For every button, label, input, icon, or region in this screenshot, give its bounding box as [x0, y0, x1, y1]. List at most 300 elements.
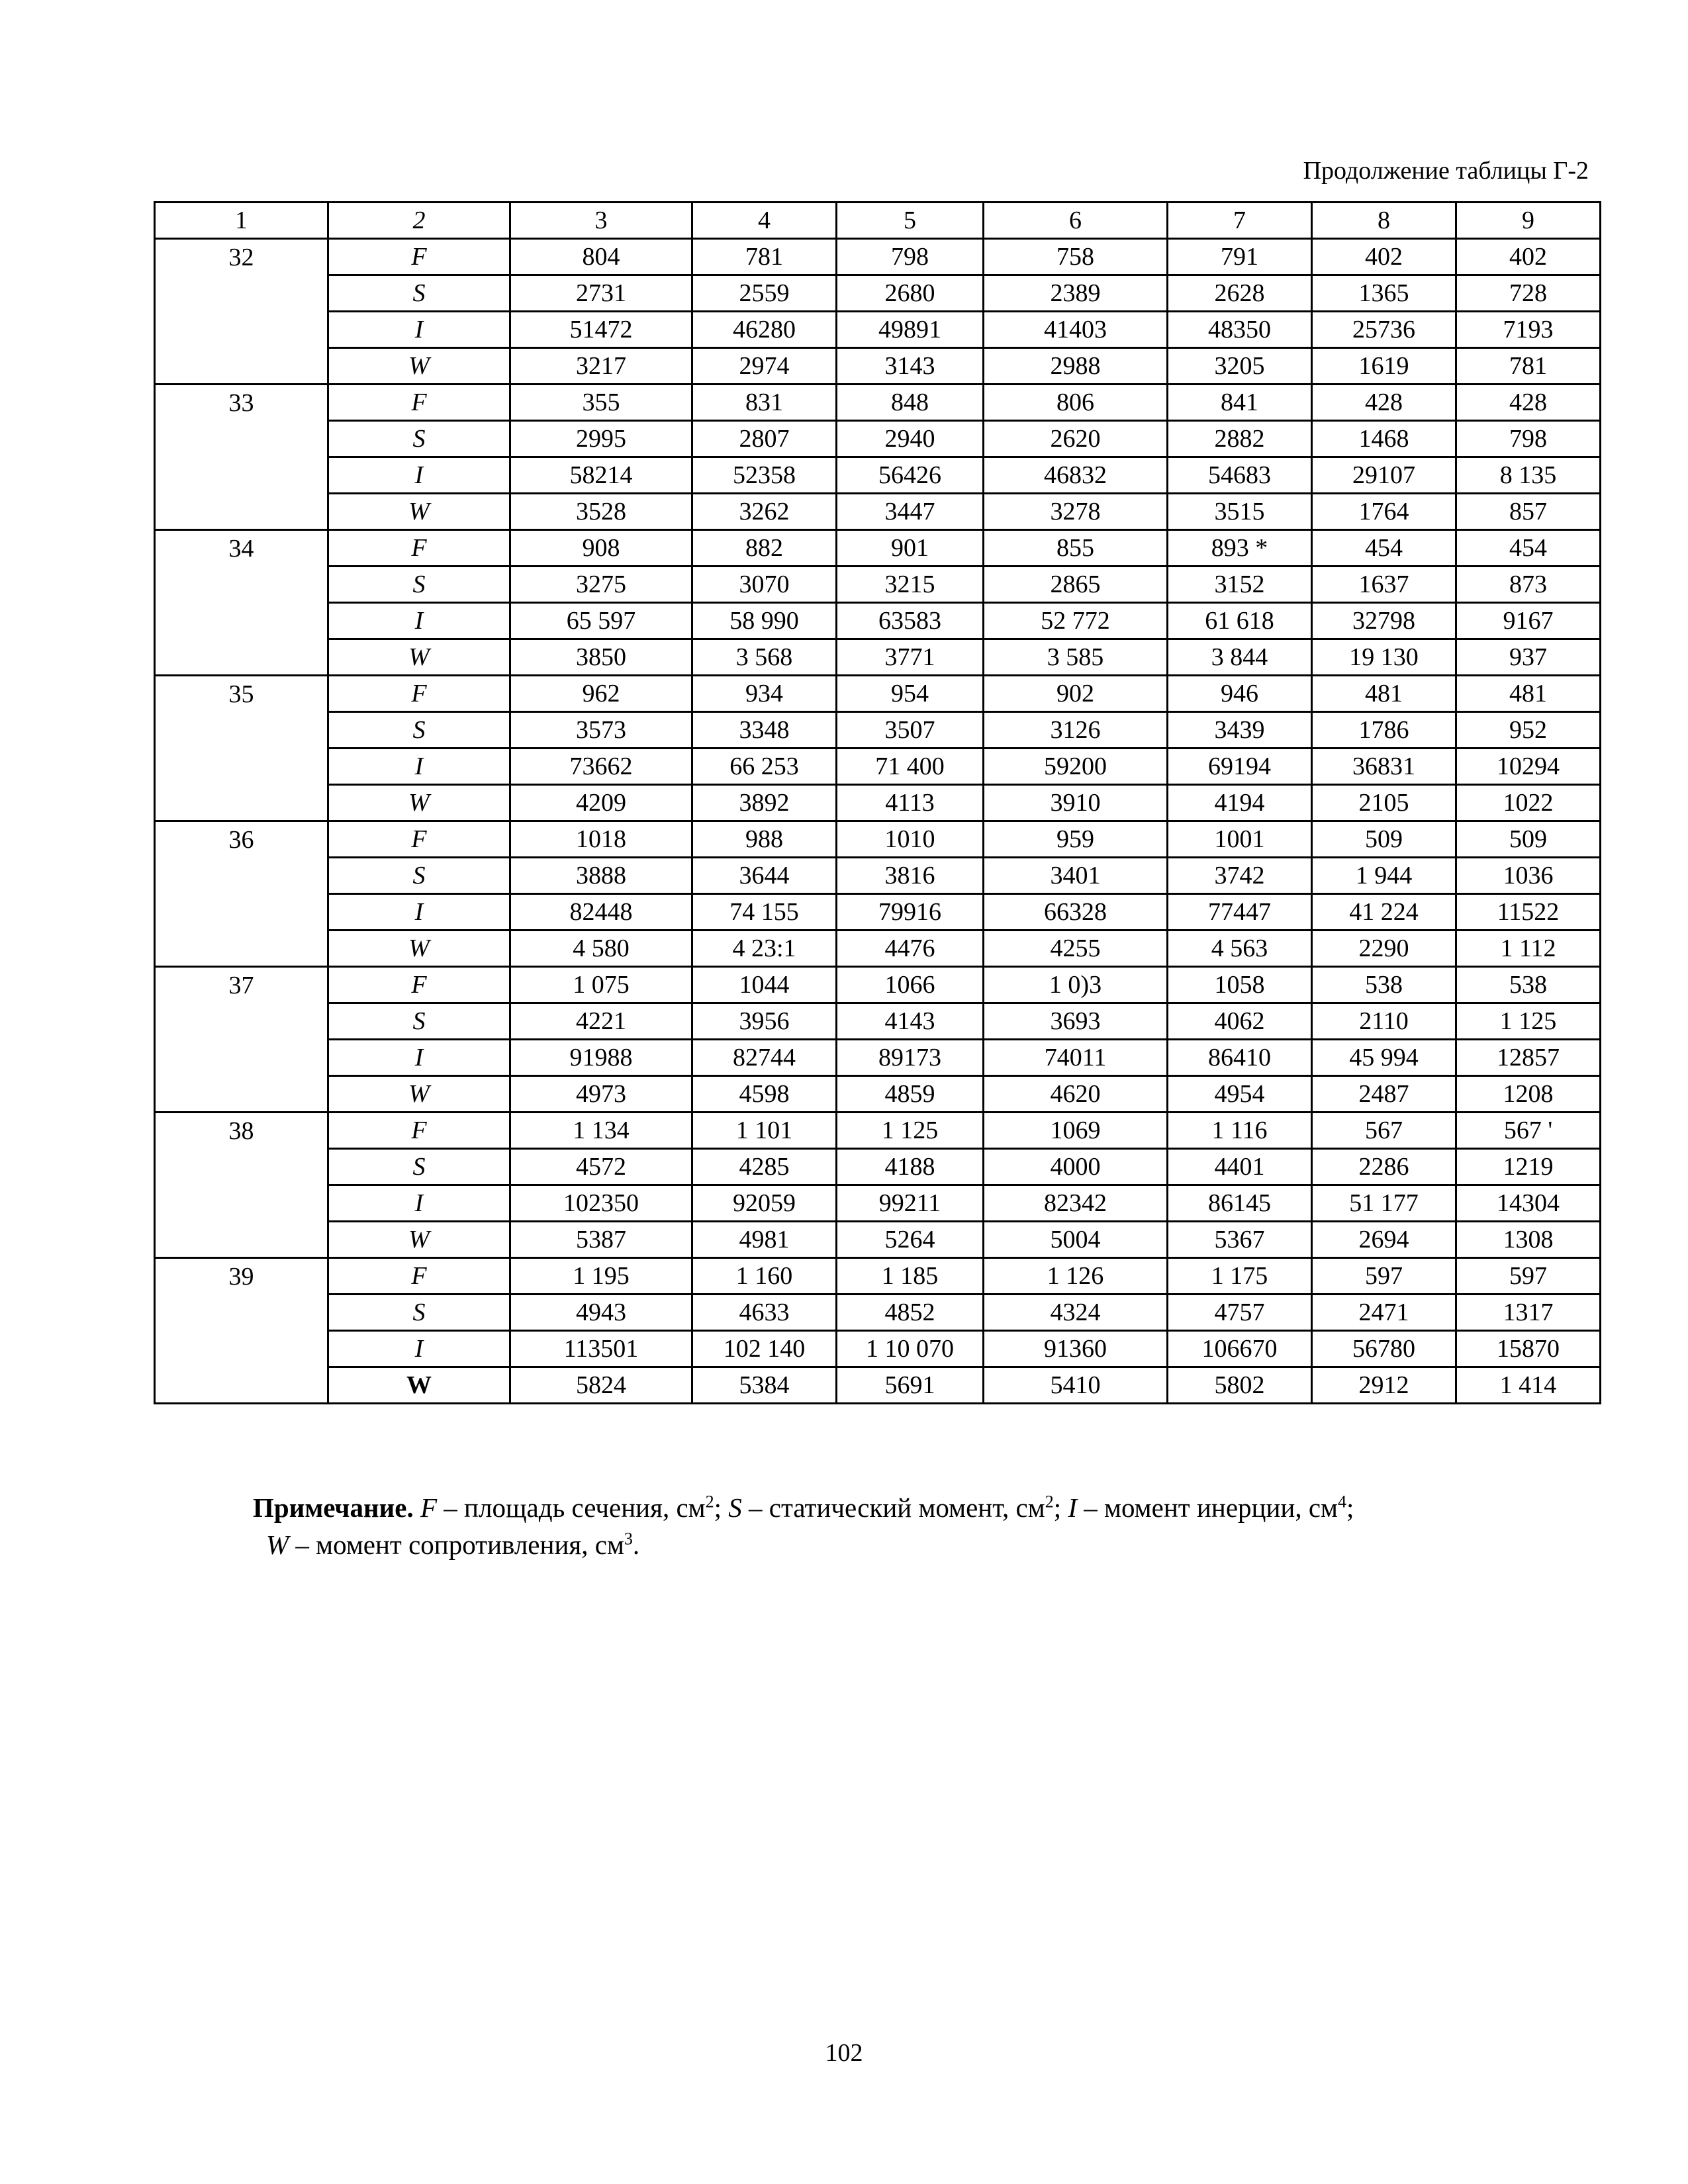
- value-cell: 454: [1456, 530, 1601, 567]
- value-cell: 3070: [692, 567, 837, 603]
- value-cell: 12857: [1456, 1040, 1601, 1076]
- header-cell: 5: [837, 203, 984, 239]
- value-cell: 113501: [510, 1331, 692, 1367]
- value-cell: 41403: [984, 312, 1168, 348]
- value-cell: 1036: [1456, 858, 1601, 894]
- value-cell: 5387: [510, 1222, 692, 1258]
- table-row: [155, 1076, 1601, 1113]
- note-label: Примечание.: [253, 1492, 414, 1523]
- value-cell: 2912: [1312, 1367, 1456, 1404]
- value-cell: 3205: [1168, 348, 1312, 385]
- value-cell: 3888: [510, 858, 692, 894]
- value-cell: 4209: [510, 785, 692, 821]
- value-cell: 3348: [692, 712, 837, 749]
- note-symbol-w: W: [266, 1529, 289, 1560]
- value-cell: 5410: [984, 1367, 1168, 1404]
- value-cell: 3 844: [1168, 639, 1312, 676]
- value-cell: 66 253: [692, 749, 837, 785]
- value-cell: 402: [1312, 239, 1456, 275]
- symbol-cell: I: [328, 894, 510, 931]
- value-cell: 73662: [510, 749, 692, 785]
- value-cell: 1058: [1168, 967, 1312, 1003]
- value-cell: 355: [510, 385, 692, 421]
- value-cell: 3126: [984, 712, 1168, 749]
- value-cell: 952: [1456, 712, 1601, 749]
- symbol-cell: S: [328, 1149, 510, 1185]
- value-cell: 1 125: [837, 1113, 984, 1149]
- value-cell: 3956: [692, 1003, 837, 1040]
- value-cell: 893 *: [1168, 530, 1312, 567]
- header-cell: 4: [692, 203, 837, 239]
- value-cell: 2694: [1312, 1222, 1456, 1258]
- value-cell: 937: [1456, 639, 1601, 676]
- profile-number-cell: 32: [155, 239, 328, 385]
- value-cell: 806: [984, 385, 1168, 421]
- symbol-cell: S: [328, 567, 510, 603]
- value-cell: 4401: [1168, 1149, 1312, 1185]
- table-row: [155, 530, 1601, 567]
- value-cell: 428: [1456, 385, 1601, 421]
- value-cell: 52358: [692, 457, 837, 494]
- header-cell: 3: [510, 203, 692, 239]
- value-cell: 954: [837, 676, 984, 712]
- value-cell: 4255: [984, 931, 1168, 967]
- profile-number-cell: 38: [155, 1113, 328, 1258]
- value-cell: 54683: [1168, 457, 1312, 494]
- value-cell: 1 414: [1456, 1367, 1601, 1404]
- table-row: [155, 1149, 1601, 1185]
- value-cell: 106670: [1168, 1331, 1312, 1367]
- note-sup: 3: [624, 1529, 633, 1549]
- table-row: [155, 1258, 1601, 1295]
- value-cell: 4 563: [1168, 931, 1312, 967]
- value-cell: 831: [692, 385, 837, 421]
- value-cell: 758: [984, 239, 1168, 275]
- value-cell: 882: [692, 530, 837, 567]
- value-cell: 2471: [1312, 1295, 1456, 1331]
- value-cell: 4852: [837, 1295, 984, 1331]
- value-cell: 2110: [1312, 1003, 1456, 1040]
- value-cell: 3693: [984, 1003, 1168, 1040]
- table-row: [155, 494, 1601, 530]
- value-cell: 934: [692, 676, 837, 712]
- value-cell: 841: [1168, 385, 1312, 421]
- value-cell: 41 224: [1312, 894, 1456, 931]
- value-cell: 791: [1168, 239, 1312, 275]
- symbol-cell: W: [328, 785, 510, 821]
- value-cell: 14304: [1456, 1185, 1601, 1222]
- value-cell: 102350: [510, 1185, 692, 1222]
- value-cell: 4859: [837, 1076, 984, 1113]
- value-cell: 4221: [510, 1003, 692, 1040]
- data-table: [154, 201, 1601, 1404]
- table-row: [155, 712, 1601, 749]
- value-cell: 58214: [510, 457, 692, 494]
- note-sup: 4: [1337, 1492, 1346, 1512]
- symbol-cell: I: [328, 1331, 510, 1367]
- symbol-cell: F: [328, 530, 510, 567]
- value-cell: 4620: [984, 1076, 1168, 1113]
- value-cell: 5384: [692, 1367, 837, 1404]
- value-cell: 728: [1456, 275, 1601, 312]
- value-cell: 86145: [1168, 1185, 1312, 1222]
- page-number: 102: [825, 2039, 863, 2067]
- value-cell: 1 0)3: [984, 967, 1168, 1003]
- table-row: [155, 312, 1601, 348]
- value-cell: 2974: [692, 348, 837, 385]
- header-cell: 1: [155, 203, 328, 239]
- value-cell: 1 10 070: [837, 1331, 984, 1367]
- value-cell: 855: [984, 530, 1168, 567]
- table-row: [155, 567, 1601, 603]
- value-cell: 74011: [984, 1040, 1168, 1076]
- value-cell: 1208: [1456, 1076, 1601, 1113]
- value-cell: 91360: [984, 1331, 1168, 1367]
- value-cell: 1 160: [692, 1258, 837, 1295]
- symbol-cell: W: [328, 1367, 510, 1404]
- value-cell: 4062: [1168, 1003, 1312, 1040]
- table-row: [155, 1331, 1601, 1367]
- value-cell: 4973: [510, 1076, 692, 1113]
- value-cell: 1365: [1312, 275, 1456, 312]
- value-cell: 959: [984, 821, 1168, 858]
- value-cell: 1069: [984, 1113, 1168, 1149]
- value-cell: 3217: [510, 348, 692, 385]
- header-cell: 2: [328, 203, 510, 239]
- value-cell: 1637: [1312, 567, 1456, 603]
- table-row: [155, 821, 1601, 858]
- symbol-cell: I: [328, 749, 510, 785]
- value-cell: 1619: [1312, 348, 1456, 385]
- value-cell: 52 772: [984, 603, 1168, 639]
- value-cell: 1066: [837, 967, 984, 1003]
- table-row: [155, 421, 1601, 457]
- note-paragraph: Примечание. F – площадь сечения, $см^2$; S – статический момент, $см^2$; I – момент инерции, $см^4$;: [253, 1492, 1354, 1523]
- value-cell: 3 568: [692, 639, 837, 676]
- value-cell: 1 134: [510, 1113, 692, 1149]
- value-cell: 4113: [837, 785, 984, 821]
- value-cell: 2680: [837, 275, 984, 312]
- value-cell: 1010: [837, 821, 984, 858]
- symbol-cell: I: [328, 603, 510, 639]
- symbol-cell: I: [328, 1185, 510, 1222]
- value-cell: 402: [1456, 239, 1601, 275]
- table-row: [155, 348, 1601, 385]
- symbol-cell: F: [328, 239, 510, 275]
- value-cell: 1764: [1312, 494, 1456, 530]
- value-cell: 2105: [1312, 785, 1456, 821]
- symbol-cell: W: [328, 1222, 510, 1258]
- value-cell: 1022: [1456, 785, 1601, 821]
- value-cell: 3573: [510, 712, 692, 749]
- value-cell: 3447: [837, 494, 984, 530]
- value-cell: 61 618: [1168, 603, 1312, 639]
- symbol-cell: I: [328, 1040, 510, 1076]
- value-cell: 1308: [1456, 1222, 1601, 1258]
- value-cell: 56780: [1312, 1331, 1456, 1367]
- value-cell: 2731: [510, 275, 692, 312]
- value-cell: 36831: [1312, 749, 1456, 785]
- symbol-cell: F: [328, 385, 510, 421]
- value-cell: 454: [1312, 530, 1456, 567]
- note-text: – площадь сечения, см: [437, 1492, 706, 1523]
- table-row: [155, 1222, 1601, 1258]
- value-cell: 2290: [1312, 931, 1456, 967]
- value-cell: 1786: [1312, 712, 1456, 749]
- value-cell: 2940: [837, 421, 984, 457]
- value-cell: 45 994: [1312, 1040, 1456, 1076]
- value-cell: 3528: [510, 494, 692, 530]
- value-cell: 74 155: [692, 894, 837, 931]
- value-cell: 946: [1168, 676, 1312, 712]
- value-cell: 3816: [837, 858, 984, 894]
- profile-number-cell: 35: [155, 676, 328, 821]
- table-row: [155, 1003, 1601, 1040]
- value-cell: 1 075: [510, 967, 692, 1003]
- value-cell: 1 185: [837, 1258, 984, 1295]
- value-cell: 46832: [984, 457, 1168, 494]
- table-row: [155, 1185, 1601, 1222]
- value-cell: 509: [1456, 821, 1601, 858]
- value-cell: 10294: [1456, 749, 1601, 785]
- value-cell: 428: [1312, 385, 1456, 421]
- value-cell: 29107: [1312, 457, 1456, 494]
- table-row: [155, 1367, 1601, 1404]
- value-cell: 3439: [1168, 712, 1312, 749]
- value-cell: 4572: [510, 1149, 692, 1185]
- symbol-cell: W: [328, 348, 510, 385]
- value-cell: 51 177: [1312, 1185, 1456, 1222]
- value-cell: 781: [692, 239, 837, 275]
- value-cell: 481: [1312, 676, 1456, 712]
- value-cell: 3892: [692, 785, 837, 821]
- value-cell: 3771: [837, 639, 984, 676]
- value-cell: 5824: [510, 1367, 692, 1404]
- note-sep: ;: [1053, 1492, 1068, 1523]
- value-cell: 1 101: [692, 1113, 837, 1149]
- note-text: – момент сопротивления, см: [289, 1529, 624, 1560]
- table-note: [154, 1489, 1530, 1563]
- value-cell: 857: [1456, 494, 1601, 530]
- value-cell: 4476: [837, 931, 984, 967]
- value-cell: 25736: [1312, 312, 1456, 348]
- value-cell: 4598: [692, 1076, 837, 1113]
- value-cell: 902: [984, 676, 1168, 712]
- value-cell: 2807: [692, 421, 837, 457]
- table-row: [155, 894, 1601, 931]
- value-cell: 1 175: [1168, 1258, 1312, 1295]
- value-cell: 82342: [984, 1185, 1168, 1222]
- table-row: [155, 603, 1601, 639]
- value-cell: 49891: [837, 312, 984, 348]
- value-cell: 4000: [984, 1149, 1168, 1185]
- value-cell: 4 23:1: [692, 931, 837, 967]
- value-cell: 3742: [1168, 858, 1312, 894]
- value-cell: 8 135: [1456, 457, 1601, 494]
- symbol-cell: I: [328, 312, 510, 348]
- table-row: [155, 1040, 1601, 1076]
- value-cell: 48350: [1168, 312, 1312, 348]
- value-cell: 1 125: [1456, 1003, 1601, 1040]
- symbol-cell: F: [328, 1258, 510, 1295]
- value-cell: 1 116: [1168, 1113, 1312, 1149]
- value-cell: 1 195: [510, 1258, 692, 1295]
- symbol-cell: W: [328, 639, 510, 676]
- header-cell: 7: [1168, 203, 1312, 239]
- value-cell: 4143: [837, 1003, 984, 1040]
- value-cell: 56426: [837, 457, 984, 494]
- value-cell: 51472: [510, 312, 692, 348]
- table-row: [155, 239, 1601, 275]
- value-cell: 1468: [1312, 421, 1456, 457]
- value-cell: 3515: [1168, 494, 1312, 530]
- value-cell: 2865: [984, 567, 1168, 603]
- value-cell: 1317: [1456, 1295, 1601, 1331]
- value-cell: 4981: [692, 1222, 837, 1258]
- symbol-cell: W: [328, 1076, 510, 1113]
- value-cell: 65 597: [510, 603, 692, 639]
- note-symbol-f: F: [420, 1492, 438, 1523]
- value-cell: 798: [1456, 421, 1601, 457]
- value-cell: 19 130: [1312, 639, 1456, 676]
- value-cell: 848: [837, 385, 984, 421]
- symbol-cell: S: [328, 275, 510, 312]
- value-cell: 3 585: [984, 639, 1168, 676]
- symbol-cell: W: [328, 931, 510, 967]
- symbol-cell: S: [328, 858, 510, 894]
- value-cell: 3143: [837, 348, 984, 385]
- symbol-cell: S: [328, 1003, 510, 1040]
- note-text: – момент инерции, см: [1077, 1492, 1338, 1523]
- symbol-cell: F: [328, 821, 510, 858]
- table-row: [155, 639, 1601, 676]
- header-cell: 9: [1456, 203, 1601, 239]
- value-cell: 4943: [510, 1295, 692, 1331]
- value-cell: 3152: [1168, 567, 1312, 603]
- header-cell: 6: [984, 203, 1168, 239]
- symbol-cell: S: [328, 1295, 510, 1331]
- note-symbol-i: I: [1068, 1492, 1078, 1523]
- value-cell: 2620: [984, 421, 1168, 457]
- value-cell: 4757: [1168, 1295, 1312, 1331]
- value-cell: 82448: [510, 894, 692, 931]
- value-cell: 567: [1312, 1113, 1456, 1149]
- value-cell: 86410: [1168, 1040, 1312, 1076]
- value-cell: 3644: [692, 858, 837, 894]
- value-cell: 2389: [984, 275, 1168, 312]
- value-cell: 3507: [837, 712, 984, 749]
- table-row: [155, 676, 1601, 712]
- value-cell: 71 400: [837, 749, 984, 785]
- symbol-cell: I: [328, 457, 510, 494]
- value-cell: 5802: [1168, 1367, 1312, 1404]
- table-row: [155, 1295, 1601, 1331]
- value-cell: 4188: [837, 1149, 984, 1185]
- value-cell: 4 580: [510, 931, 692, 967]
- value-cell: 5367: [1168, 1222, 1312, 1258]
- value-cell: 7193: [1456, 312, 1601, 348]
- value-cell: 69194: [1168, 749, 1312, 785]
- value-cell: 962: [510, 676, 692, 712]
- value-cell: 988: [692, 821, 837, 858]
- table-row: [155, 749, 1601, 785]
- value-cell: 92059: [692, 1185, 837, 1222]
- value-cell: 2628: [1168, 275, 1312, 312]
- header-row: [155, 203, 1601, 239]
- value-cell: 2559: [692, 275, 837, 312]
- value-cell: 3910: [984, 785, 1168, 821]
- value-cell: 2995: [510, 421, 692, 457]
- value-cell: 901: [837, 530, 984, 567]
- value-cell: 4324: [984, 1295, 1168, 1331]
- value-cell: 32798: [1312, 603, 1456, 639]
- value-cell: 798: [837, 239, 984, 275]
- value-cell: 4954: [1168, 1076, 1312, 1113]
- value-cell: 1 112: [1456, 931, 1601, 967]
- value-cell: 597: [1312, 1258, 1456, 1295]
- value-cell: 9167: [1456, 603, 1601, 639]
- symbol-cell: W: [328, 494, 510, 530]
- value-cell: 15870: [1456, 1331, 1601, 1367]
- note-text: – статический момент, см: [741, 1492, 1045, 1523]
- value-cell: 2988: [984, 348, 1168, 385]
- value-cell: 2882: [1168, 421, 1312, 457]
- value-cell: 1018: [510, 821, 692, 858]
- table-row: [155, 275, 1601, 312]
- value-cell: 5264: [837, 1222, 984, 1258]
- table-row: [155, 858, 1601, 894]
- value-cell: 4285: [692, 1149, 837, 1185]
- value-cell: 3215: [837, 567, 984, 603]
- value-cell: 3262: [692, 494, 837, 530]
- value-cell: 77447: [1168, 894, 1312, 931]
- value-cell: 538: [1456, 967, 1601, 1003]
- profile-number-cell: 37: [155, 967, 328, 1113]
- value-cell: 102 140: [692, 1331, 837, 1367]
- table-row: [155, 1113, 1601, 1149]
- value-cell: 1001: [1168, 821, 1312, 858]
- value-cell: 873: [1456, 567, 1601, 603]
- symbol-cell: S: [328, 421, 510, 457]
- value-cell: 4194: [1168, 785, 1312, 821]
- value-cell: 63583: [837, 603, 984, 639]
- profile-number-cell: 36: [155, 821, 328, 967]
- value-cell: 1219: [1456, 1149, 1601, 1185]
- value-cell: 567 ': [1456, 1113, 1601, 1149]
- value-cell: 3275: [510, 567, 692, 603]
- value-cell: 509: [1312, 821, 1456, 858]
- value-cell: 82744: [692, 1040, 837, 1076]
- value-cell: 58 990: [692, 603, 837, 639]
- table-row: [155, 785, 1601, 821]
- note-sup: 2: [705, 1492, 714, 1512]
- note-symbol-s: S: [728, 1492, 742, 1523]
- symbol-cell: F: [328, 676, 510, 712]
- value-cell: 538: [1312, 967, 1456, 1003]
- note-sup: 2: [1045, 1492, 1054, 1512]
- value-cell: 1 126: [984, 1258, 1168, 1295]
- profile-number-cell: 39: [155, 1258, 328, 1404]
- value-cell: 5691: [837, 1367, 984, 1404]
- value-cell: 3850: [510, 639, 692, 676]
- value-cell: 99211: [837, 1185, 984, 1222]
- value-cell: 597: [1456, 1258, 1601, 1295]
- symbol-cell: S: [328, 712, 510, 749]
- value-cell: 79916: [837, 894, 984, 931]
- value-cell: 46280: [692, 312, 837, 348]
- profile-number-cell: 34: [155, 530, 328, 676]
- value-cell: 2487: [1312, 1076, 1456, 1113]
